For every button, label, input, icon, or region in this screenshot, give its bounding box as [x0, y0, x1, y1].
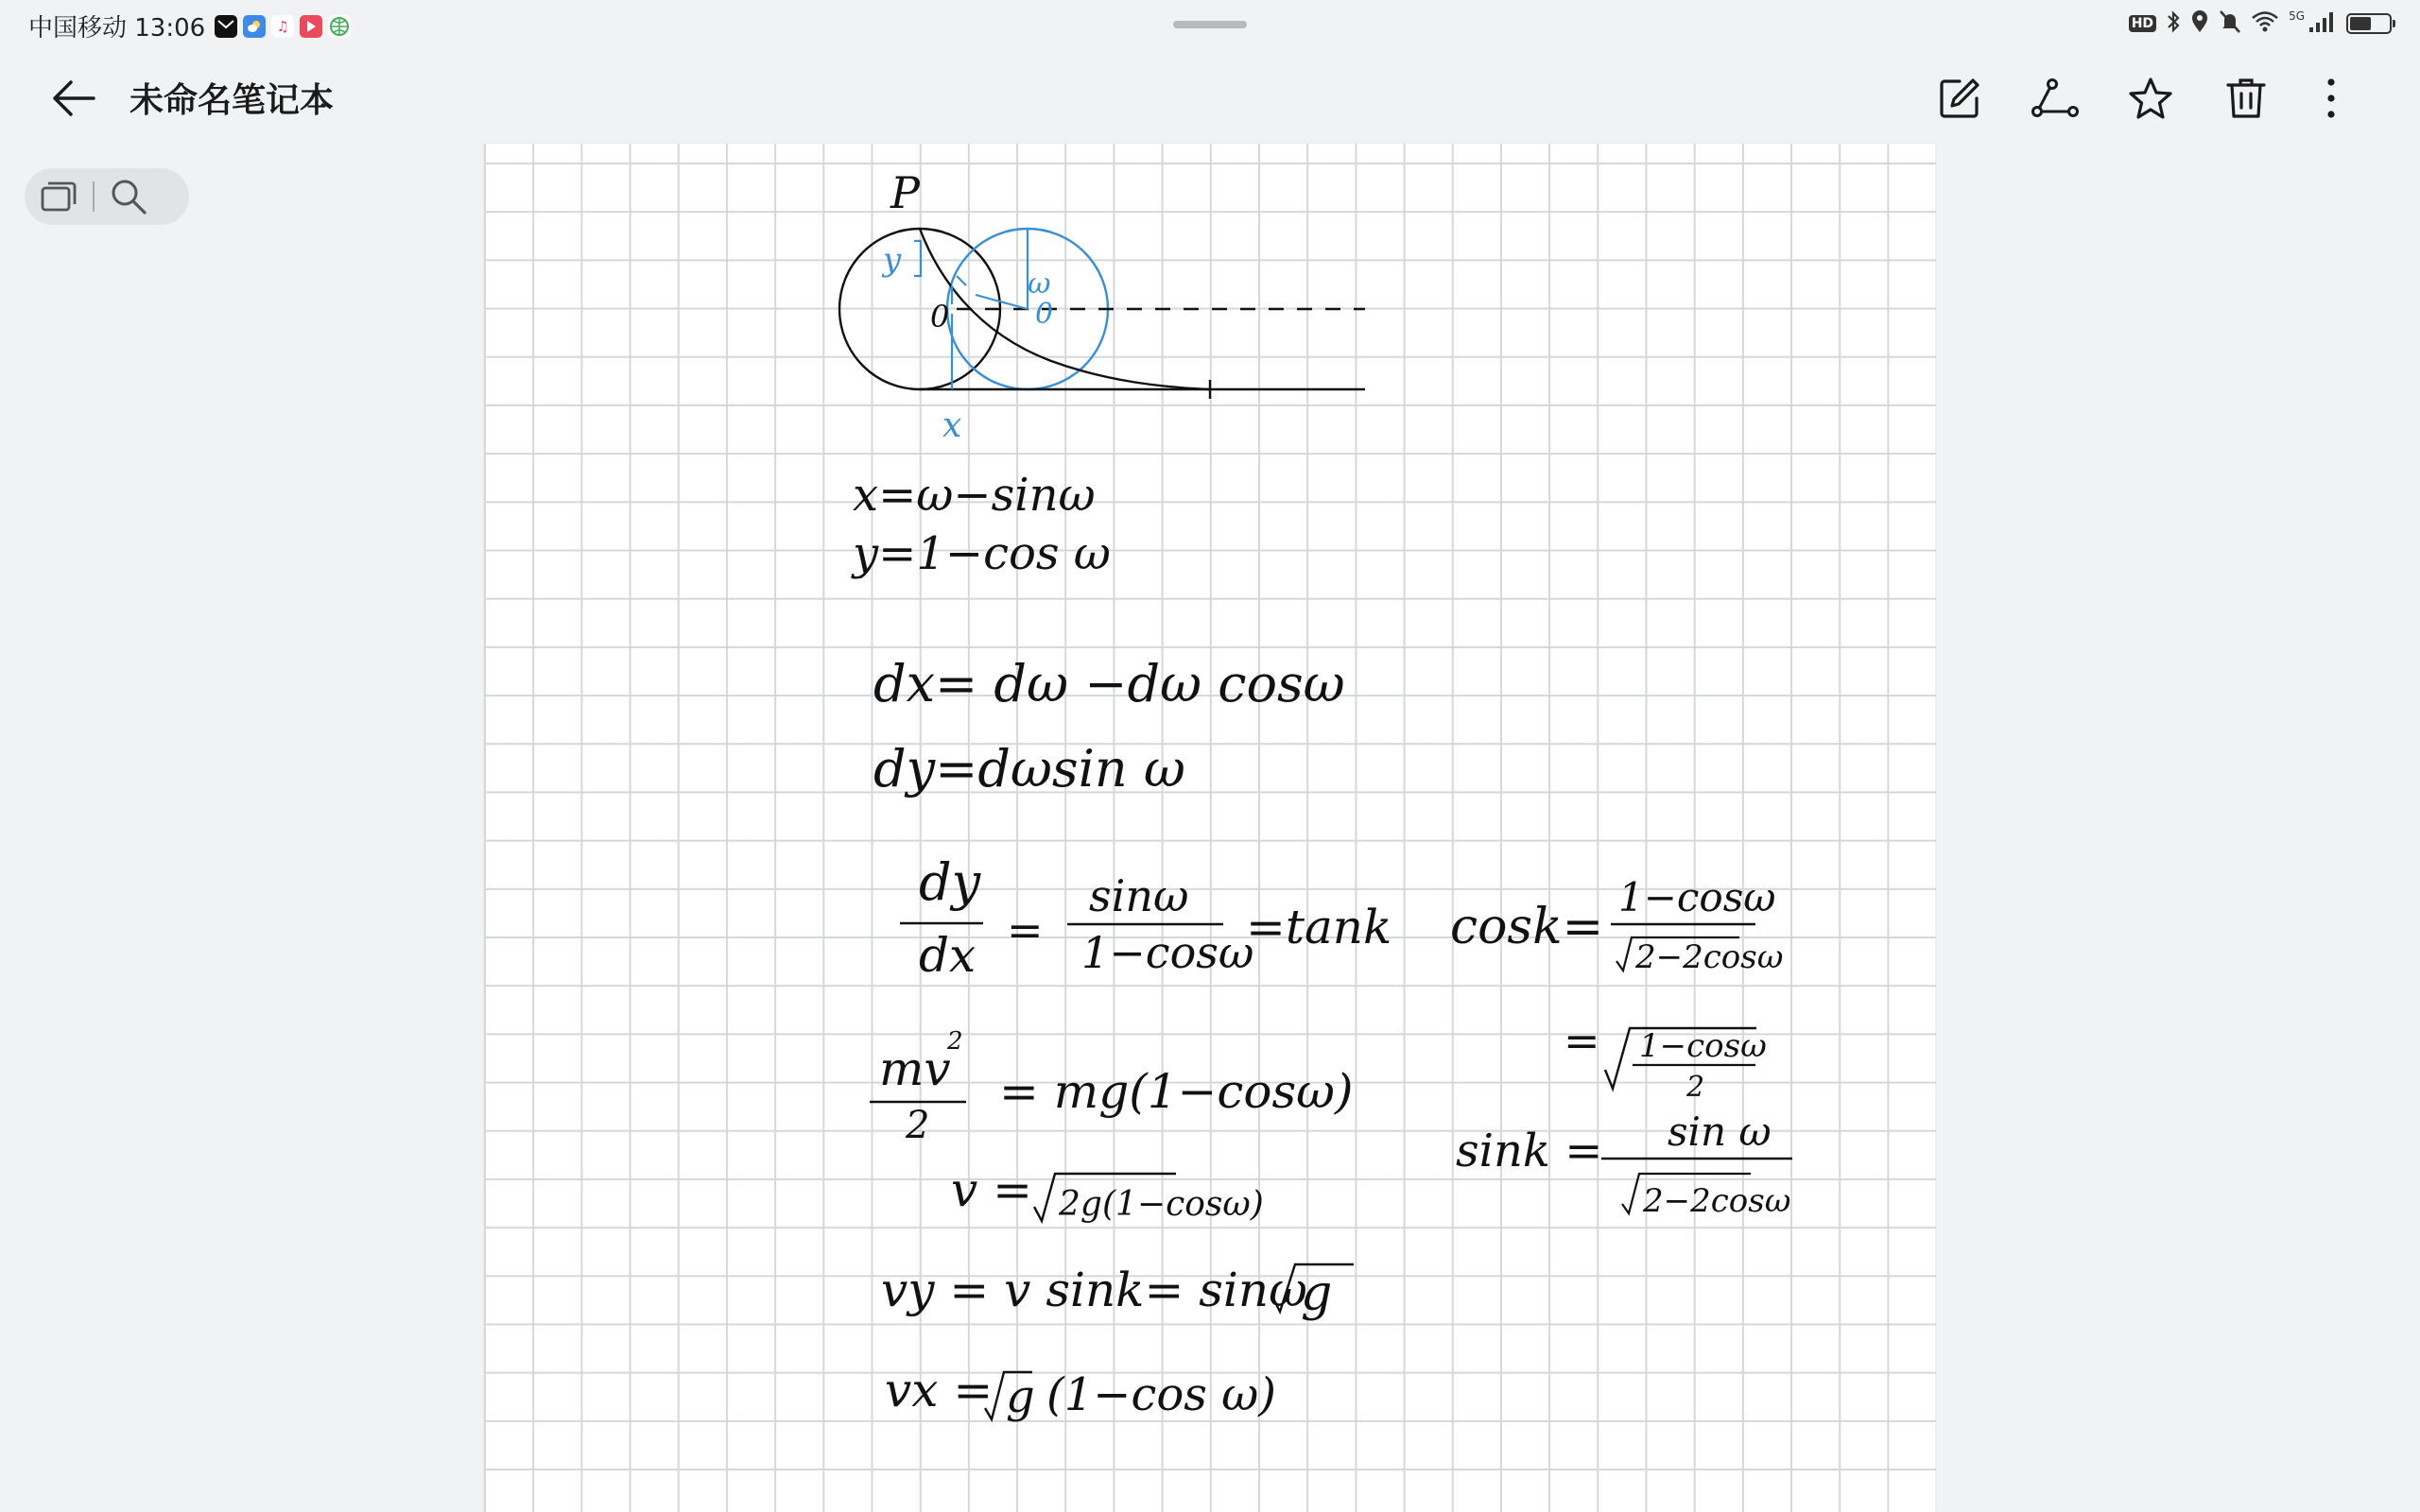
eq-frac-num: sinω	[1089, 870, 1189, 921]
eq-eq1: =	[1007, 904, 1044, 955]
drag-handle[interactable]	[1173, 21, 1247, 28]
y-bracket	[914, 241, 921, 276]
eq-sqrt-den: 2	[1686, 1071, 1705, 1104]
video-app-icon	[300, 15, 322, 38]
music-app-icon: ♫	[271, 15, 294, 38]
more-button[interactable]	[2301, 68, 2361, 129]
eq-vy: vy = v sink= sinω	[881, 1263, 1307, 1317]
eq-sink: sink =	[1456, 1125, 1603, 1177]
share-icon	[2031, 77, 2079, 119]
eq-tank: =tank	[1246, 900, 1392, 954]
label-y: y	[883, 241, 902, 279]
status-left	[28, 9, 351, 43]
eq-vx-rad: g	[1006, 1370, 1035, 1423]
eq-cosk-num: 1−cosω	[1618, 874, 1776, 920]
eq-mg: = mg(1−cosω)	[999, 1064, 1354, 1119]
eq-sqrt-num: 1−cosω	[1639, 1027, 1767, 1065]
eq-dx: dx= dω −dω cosω	[873, 654, 1345, 713]
eq-eq2: =	[1564, 1015, 1600, 1066]
favorite-button[interactable]	[2120, 68, 2181, 129]
back-button[interactable]	[45, 72, 102, 125]
pages-button[interactable]	[25, 168, 93, 225]
eq-vx-rest: (1−cos ω)	[1046, 1368, 1277, 1421]
page-tools-pill	[25, 168, 189, 225]
eq-dy: dy=dωsin ω	[873, 739, 1185, 799]
wifi-icon	[2251, 9, 2279, 38]
toolbar	[1894, 68, 2420, 129]
back-arrow-icon	[52, 79, 95, 117]
battery-icon	[2346, 13, 2392, 34]
notebook-title[interactable]: 未命名笔记本	[130, 81, 335, 120]
eq-vy-rad: g	[1301, 1265, 1333, 1322]
eq-frac-den: 1−cosω	[1081, 927, 1254, 978]
eq-mv-exp: 2	[947, 1027, 963, 1056]
app-bar	[0, 49, 2420, 144]
eq-y: y=1−cos ω	[853, 527, 1111, 580]
delete-icon	[2226, 77, 2266, 120]
weather-app-icon	[243, 15, 266, 38]
label-o1: 0	[930, 299, 950, 335]
search-button[interactable]	[95, 168, 163, 225]
location-icon	[2190, 9, 2209, 38]
share-button[interactable]	[2025, 68, 2085, 129]
handwriting-layer	[484, 144, 1936, 1512]
eq-vx: vx =	[885, 1363, 994, 1418]
mute-icon	[2219, 9, 2241, 38]
delete-button[interactable]	[2216, 68, 2276, 129]
eq-sink-den: 2−2cosω	[1643, 1182, 1791, 1220]
signal-icon	[2308, 10, 2337, 37]
mail-app-icon	[215, 15, 237, 38]
note-canvas[interactable]	[484, 144, 1936, 1512]
status-bar	[0, 0, 2420, 49]
carrier-time: 中国移动 13:06	[28, 14, 206, 43]
edit-icon	[1939, 77, 1980, 119]
eq-cosk: cosk=	[1450, 899, 1604, 955]
network-type: 5G	[2289, 9, 2305, 23]
eq-v-rad: 2g(1−cosω)	[1059, 1185, 1264, 1224]
edit-button[interactable]	[1929, 68, 1990, 129]
eq-dydx-num: dy	[919, 852, 981, 912]
star-icon	[2128, 77, 2173, 120]
pages-icon	[40, 180, 78, 213]
eq-cosk-den: 2−2cosω	[1635, 938, 1784, 976]
more-icon	[2325, 77, 2337, 120]
eq-dydx-den: dx	[919, 928, 977, 983]
search-icon	[110, 178, 147, 215]
eq-sink-num: sin ω	[1668, 1108, 1772, 1155]
eq-v: v =	[951, 1162, 1033, 1217]
bluetooth-icon	[2166, 9, 2181, 38]
battery-level	[2350, 17, 2371, 30]
hd-indicator: HD	[2129, 15, 2156, 32]
label-w-diagram: ω	[1028, 267, 1051, 301]
eq-mv-num: mv	[879, 1041, 951, 1096]
eq-x: x=ω−sinω	[853, 469, 1096, 522]
label-o2: 0	[1035, 298, 1054, 331]
status-right	[2129, 9, 2392, 38]
label-p: P	[890, 167, 920, 218]
eq-mv-den: 2	[906, 1104, 930, 1147]
label-x: x	[942, 406, 962, 445]
browser-app-icon	[328, 15, 351, 38]
